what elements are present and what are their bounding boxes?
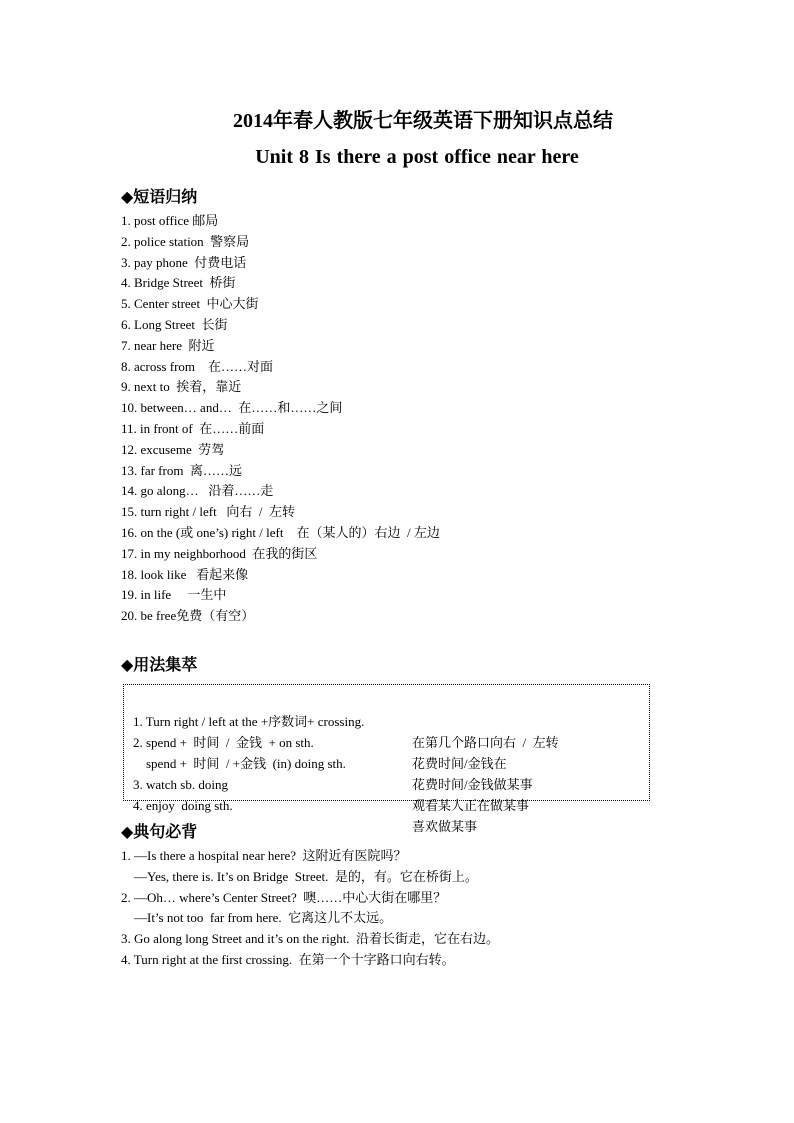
phrase-item: 12. excuseme 劳驾: [121, 441, 225, 457]
usage-chinese: 喜欢做某事: [412, 819, 478, 834]
phrase-item: 4. Bridge Street 桥街: [121, 275, 236, 291]
sentence-item: 1. —Is there a hospital near here? 这附近有医院吗？: [121, 848, 407, 863]
sentence-item: 2. —Oh… where’s Center Street? 噢……中心大街在哪里？: [121, 889, 447, 905]
phrase-item: 13. far from 离……远: [121, 462, 242, 478]
phrase-item: 10. between… and… 在……和……之间: [121, 400, 343, 416]
phrase-item: 14. go along… 沿着……走: [121, 483, 274, 499]
usage-chinese: 在第几个路口向右 / 左转: [412, 735, 559, 750]
phrase-item: 16. on the (或 one’s) right / left 在（某人的）右边 / 左边: [121, 524, 440, 540]
usage-english: 4. enjoy doing sth.: [133, 798, 233, 813]
document-title: 2014年春人教版七年级英语下册知识点总结: [233, 110, 613, 132]
usage-heading: ◆用法集萃: [121, 657, 198, 674]
phrase-item: 2. police station 警察局: [121, 233, 250, 249]
phrase-item: 8. across from 在……对面: [121, 358, 274, 374]
sentence-item: —It’s not too far from here. 它离这儿不太远。: [134, 910, 393, 926]
phrase-item: 7. near here 附近: [121, 337, 215, 353]
sentence-item: 3. Go along long Street and it’s on the right. 沿着长街走，它在右边。: [121, 931, 500, 947]
sentence-item: 4. Turn right at the first crossing. 在第一个十字路口向右转。: [121, 951, 455, 967]
phrases-heading: ◆短语归纳: [121, 189, 198, 206]
phrase-list: [121, 211, 440, 627]
phrase-item: 1. post office 邮局: [121, 213, 219, 228]
usage-chinese: 花费时间/金钱做某事: [412, 777, 533, 792]
usage-english: spend + 时间 / +金钱 (in) doing sth.: [133, 756, 346, 771]
sentence-item: —Yes, there is. It’s on Bridge Street. 是的，有。它在桥街上。: [134, 868, 478, 884]
phrase-item: 9. next to 挨着，靠近: [121, 379, 242, 395]
usage-chinese: 观看某人正在做某事: [412, 798, 530, 813]
usage-english: 1. Turn right / left at the +序数词+ crossing.: [133, 714, 365, 729]
usage-english: 3. watch sb. doing: [133, 777, 228, 792]
phrase-item: 19. in life 一生中: [121, 587, 227, 603]
sentence-list: [121, 846, 499, 971]
unit-title: Unit 8 Is there a post office near here: [255, 146, 579, 168]
phrase-item: 5. Center street 中心大街: [121, 296, 259, 312]
phrase-item: 11. in front of 在……前面: [121, 420, 265, 436]
phrase-item: 17. in my neighborhood 在我的街区: [121, 545, 318, 561]
phrase-item: 6. Long Street 长街: [121, 316, 228, 332]
usage-english: 2. spend + 时间 / 金钱 + on sth.: [133, 735, 314, 750]
usage-chinese: 花费时间/金钱在: [412, 756, 507, 771]
phrase-item: 15. turn right / left 向右 / 左转: [121, 504, 296, 520]
phrase-item: 3. pay phone 付费电话: [121, 254, 247, 270]
phrase-item: 20. be free免费（有空）: [121, 608, 255, 624]
sentences-heading: ◆典句必背: [121, 824, 198, 841]
phrase-item: 18. look like 看起来像: [121, 566, 249, 582]
